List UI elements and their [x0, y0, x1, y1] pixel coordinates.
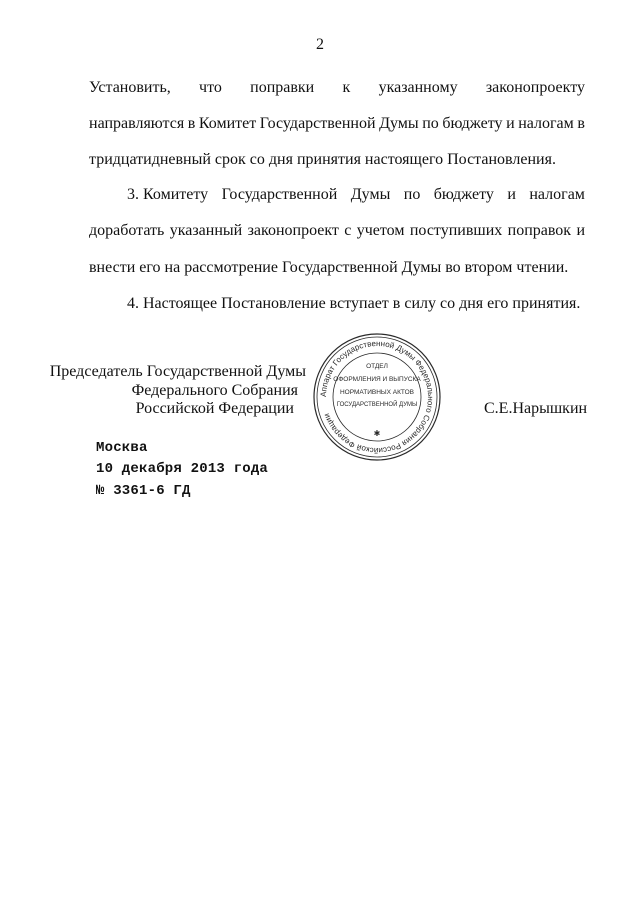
city: Москва	[96, 440, 148, 456]
seal-ring-text-path: Аппарат Государственной Думы Федерального Собрания Российской Федерации	[318, 338, 436, 456]
signature-title-line-1: Председатель Государственной Думы	[49, 363, 306, 380]
paragraph-1-line-1	[89, 76, 585, 100]
signature-title-line-2: Федерального Собрания	[131, 382, 298, 399]
word: налогам	[518, 115, 574, 132]
word: законопроекту	[485, 79, 585, 96]
word: Думы	[350, 186, 391, 203]
paragraph-1-line-2	[89, 112, 585, 136]
word: Думы	[379, 115, 419, 132]
paragraph-3-line-3: внести его на рассмотрение Государственной Думы во втором чтении.	[89, 259, 569, 276]
paragraph-3-line-2	[89, 219, 585, 243]
word: поступивших	[409, 222, 503, 239]
word: Государственной	[221, 186, 338, 203]
seal-inner-line-1: ОТДЕЛ	[366, 363, 388, 370]
paragraph-1-line-3: тридцатидневный срок со дня принятия настоящего Постановления.	[89, 151, 556, 168]
word: законопроект	[247, 222, 339, 239]
word: поправки	[250, 79, 315, 96]
word: по	[403, 186, 421, 203]
document-number: № 3361-6 ГД	[96, 483, 191, 499]
word: Государственной	[259, 115, 376, 132]
seal-inner-line-2: ОФОРМЛЕНИЯ И ВЫПУСКА	[333, 376, 421, 383]
page-number: 2	[316, 36, 324, 53]
word: что	[199, 79, 222, 96]
word: и	[506, 115, 515, 132]
word: к	[342, 79, 351, 96]
word: Комитет	[198, 115, 257, 132]
word: 3. Комитету	[127, 186, 209, 203]
word: поправок	[507, 222, 572, 239]
signatory-name: С.Е.Нарышкин	[484, 400, 588, 417]
seal-inner-line-4: ГОСУДАРСТВЕННОЙ ДУМЫ	[336, 402, 418, 408]
paragraph-4: 4. Настоящее Постановление вступает в силу со дня его принятия.	[127, 295, 581, 312]
word: доработать	[89, 222, 165, 239]
document-date: 10 декабря 2013 года	[96, 461, 269, 477]
word: учетом	[356, 222, 405, 239]
word: и	[576, 222, 585, 239]
word: указанному	[378, 79, 458, 96]
paragraph-3-line-1	[127, 183, 585, 207]
word: бюджету	[442, 115, 503, 132]
word: и	[507, 186, 516, 203]
seal-star-icon: ✱	[373, 429, 381, 438]
signature-title-line-3: Российской Федерации	[135, 400, 294, 417]
word: указанный	[169, 222, 243, 239]
word: направляются	[89, 115, 185, 132]
word: бюджету	[433, 186, 494, 203]
word: по	[422, 115, 439, 132]
word: налогам	[529, 186, 585, 203]
word: в	[187, 115, 196, 132]
official-seal	[312, 332, 442, 462]
word: в	[577, 115, 585, 132]
seal-inner-line-3: НОРМАТИВНЫХ АКТОВ	[339, 389, 415, 396]
word: с	[344, 222, 352, 239]
word: Установить,	[89, 79, 171, 96]
